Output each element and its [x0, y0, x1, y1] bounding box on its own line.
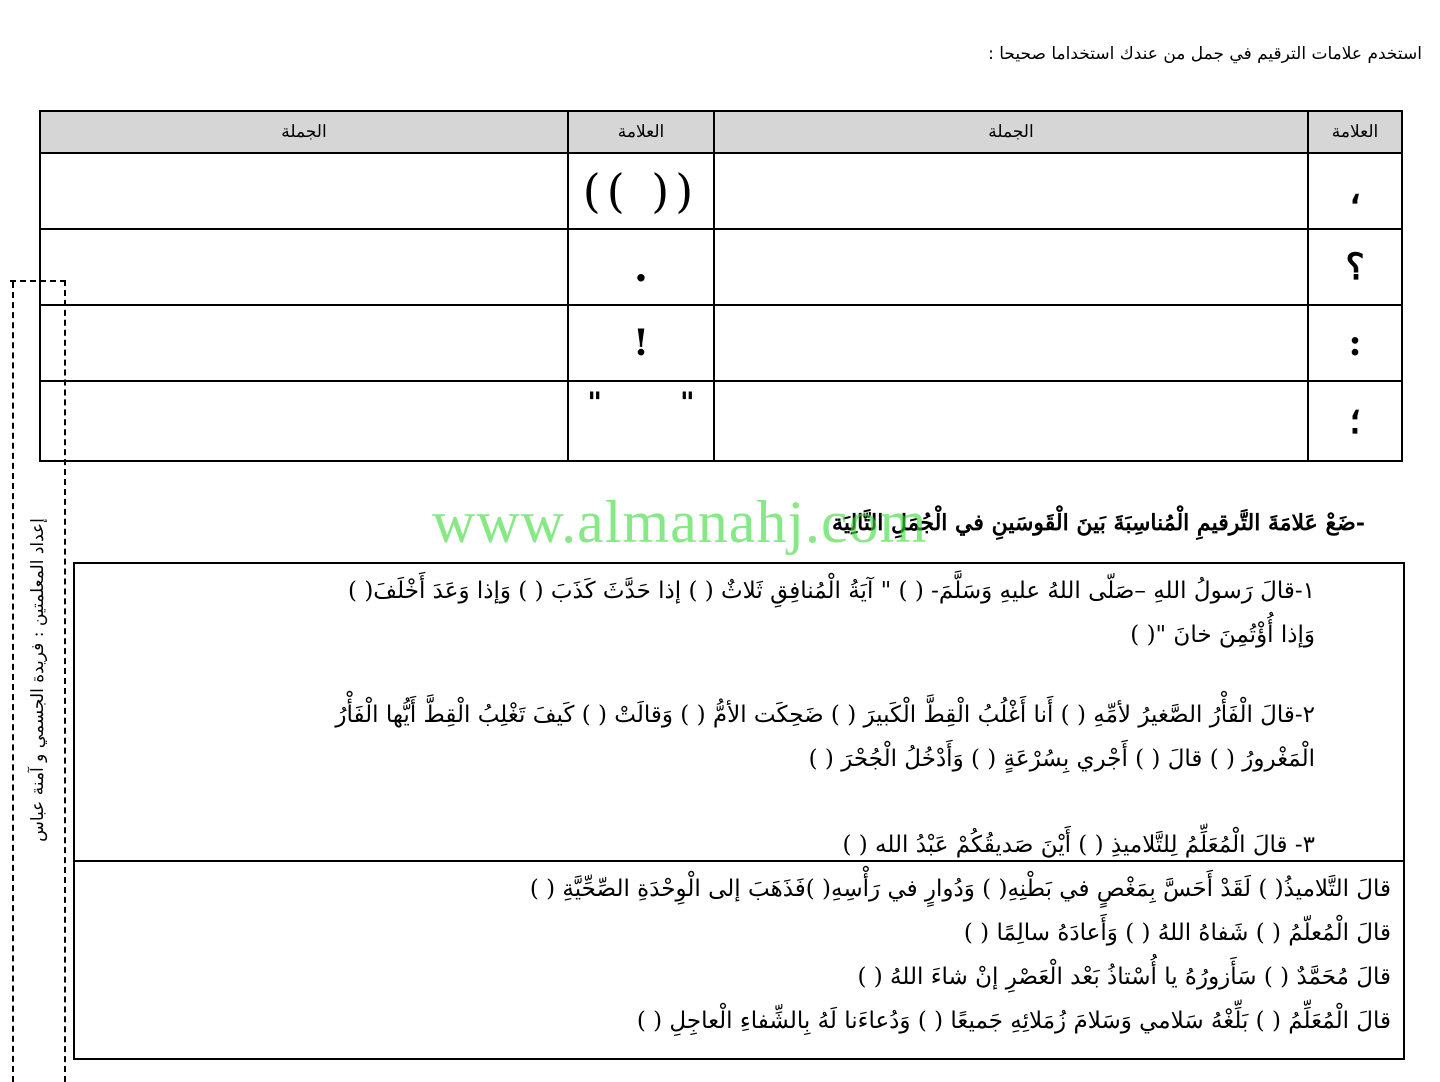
exercise-3-line-1: ٣- قالَ الْمُعَلِّمُ لِلتَّلاميذِ ( ) أَيْنَ صَديقُكُمْ عَبْدُ الله ( ): [842, 832, 1315, 858]
header-mark-2: العلامة: [568, 111, 714, 153]
table-header-row: [40, 111, 1402, 153]
sentence-cell[interactable]: [714, 381, 1308, 461]
mark-cell: .: [568, 229, 714, 305]
header-sentence-1: الجملة: [714, 111, 1308, 153]
sentence-cell[interactable]: [714, 229, 1308, 305]
exercise-3-line-2: قالَ التَّلاميذُ( ) لَقَدْ أَحَسَّ بِمَغْصٍ في بَطْنِهِ( ) وَدُوارٍ في رَأْسِهِ( )فَذَهَبَ إلى الْوِحْدَةِ الصِّحِّيَّةِ ( ): [529, 876, 1391, 902]
mark-cell: ؟: [1308, 229, 1402, 305]
sentence-cell[interactable]: [40, 229, 568, 305]
punctuation-table: [39, 110, 1403, 462]
exercise-2-line-2: الْمَغْرورُ ( ) قالَ ( ) أَجْري بِسُرْعَةٍ ( ) وَأَدْخُلُ الْجُحْرَ ( ): [808, 746, 1315, 772]
mark-cell: :: [1308, 305, 1402, 381]
exercise-2-line-1: ٢-قالَ الْفَأْرُ الصَّغيرُ لأمِّهِ ( ) أَنا أَغْلُبُ الْقِطَّ الْكَبيرَ ( ) ضَحِكَت الأمُّ ( ) وَقالَتْ ( ) كَيفَ تَغْلِبُ الْقِطَّ أَيُّها الْفَأْرُ: [335, 702, 1315, 728]
exercise-1-line-1: ١-قالَ رَسولُ اللهِ –صَلّى اللهُ عليهِ وَسَلَّمَ- ( ) " آيَةُ الْمُنافِقِ ثَلاثٌ ( ) إذا حَدَّثَ كَذَبَ ( ) وَإذا وَعَدَ أَخْلَفَ( ): [348, 578, 1315, 604]
sentence-cell[interactable]: [714, 305, 1308, 381]
exercise-1-line-2: وَإذا أُؤْتُمِنَ خانَ "( ): [1130, 622, 1315, 648]
sentence-cell[interactable]: [40, 381, 568, 461]
exercise-3-line-4: قالَ مُحَمَّدٌ ( ) سَأَزورُهُ يا أُسْتاذُ بَعْد الْعَصْرِ إنْ شاءَ اللهُ ( ): [857, 964, 1391, 990]
table-row: [40, 381, 1402, 461]
exercise-3-line-3: قالَ الْمُعلّمُ ( ) شَفاهُ اللهُ ( ) وَأَعادَهُ سالِمًا ( ): [963, 920, 1391, 946]
mark-cell: !: [568, 305, 714, 381]
mark-cell: ؛: [1308, 381, 1402, 461]
sentence-cell[interactable]: [40, 305, 568, 381]
exercise-3-line-5: قالَ الْمُعَلِّمُ ( ) بَلِّغْهُ سَلامي وَسَلامَ زُمَلائِهِ جَميعًا ( ) وَدُعاءَنا لَهُ بِالشِّفاءِ الْعاجِلِ ( ): [636, 1008, 1391, 1034]
exercise-box: [73, 562, 1405, 862]
exercise-heading: -ضَعْ عَلامَةَ التَّرقيمِ الْمُناسِبَةَ بَينَ الْقَوسَينِ في الْجُمَلِ التَّالِيَة: [832, 510, 1365, 536]
instruction-text: استخدم علامات الترقيم في جمل من عندك استخداما صحيحا :: [988, 44, 1422, 64]
watermark: www.almanahj.com: [432, 489, 928, 555]
mark-cell: " ": [568, 381, 714, 461]
sentence-cell[interactable]: [40, 153, 568, 229]
table-row: [40, 153, 1402, 229]
table-row: [40, 229, 1402, 305]
header-sentence-2: الجملة: [40, 111, 568, 153]
sentence-cell[interactable]: [714, 153, 1308, 229]
teacher-credit: إعداد المعلمتين : فريدة الجسمي و آمنة عباس: [28, 518, 48, 842]
exercise-box-continued: [73, 858, 1405, 1060]
header-mark-1: العلامة: [1308, 111, 1402, 153]
mark-cell: (( )): [568, 153, 714, 229]
table-row: [40, 305, 1402, 381]
mark-cell: ،: [1308, 153, 1402, 229]
